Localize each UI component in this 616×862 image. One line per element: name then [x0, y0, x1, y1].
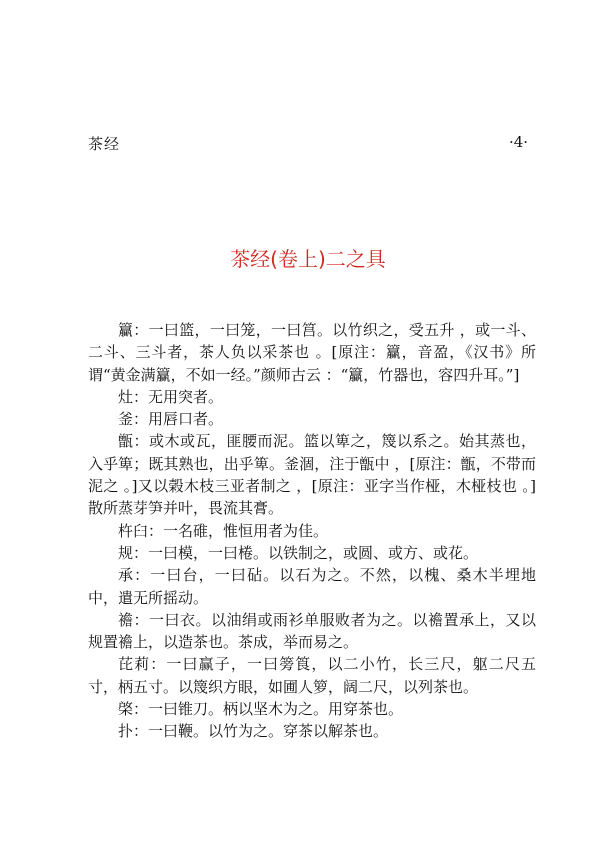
paragraph: 灶：无用突者。: [118, 387, 224, 406]
paragraph: 规：一曰模，一曰棬。以铁制之，或圆、或方、或花。: [118, 543, 479, 562]
header-title: 茶经: [88, 135, 121, 153]
paragraph: 杵臼：一名碓，惟恒用者为佳。: [118, 521, 329, 540]
paragraph: 扑：一曰鞭。以竹为之。穿茶以解茶也。: [118, 722, 389, 741]
paragraph: 芘莉：一曰赢子，一曰篣筤，以二小竹，长三尺，躯二尺五寸，柄五寸。以篾织方眼，如圃人箩，阔二尺，以列茶也。: [88, 655, 536, 696]
chapter-title: 茶经(卷上)二之具: [230, 247, 386, 271]
body-text: [88, 319, 536, 743]
paragraph: 襜：一曰衣。以油绢或雨衫单服败者为之。以襜置承上，又以规置襜上，以造茶也。茶成，举而易之。: [88, 610, 536, 652]
paragraph: 籯：一曰篮，一曰笼，一曰筥。以竹织之，受五升 ，或一斗、二斗、三斗者，茶人负以采茶也 。[原注：籯，音盈，《汉书》所谓“黄金满籯，不如一经。”颜师古云 ：“籯，竹器也，容四升耳。”]: [88, 321, 536, 384]
paragraph: 承：一曰台，一曰砧。以石为之。不然，以槐、桑木半埋地中，遣无所摇动。: [88, 566, 536, 607]
paragraph: 棨：一曰锥刀。柄以坚木为之。用穿茶也。: [118, 700, 404, 719]
paragraph: 釜：用唇口者。: [118, 410, 224, 429]
paragraph: 甑：或木或瓦，匪腰而泥。篮以箄之，篾以系之。始其蒸也，入乎箄；既其熟也，出乎箄。釜涸，注于甑中 ，[原注：甑，不带而泥之 。]又以榖木枝三亚者制之 ，[原注：亚字当作桠，木桠枝也 。]散所蒸芽笋并叶，畏流其膏。: [88, 432, 536, 518]
page-number: ·4·: [509, 133, 529, 151]
